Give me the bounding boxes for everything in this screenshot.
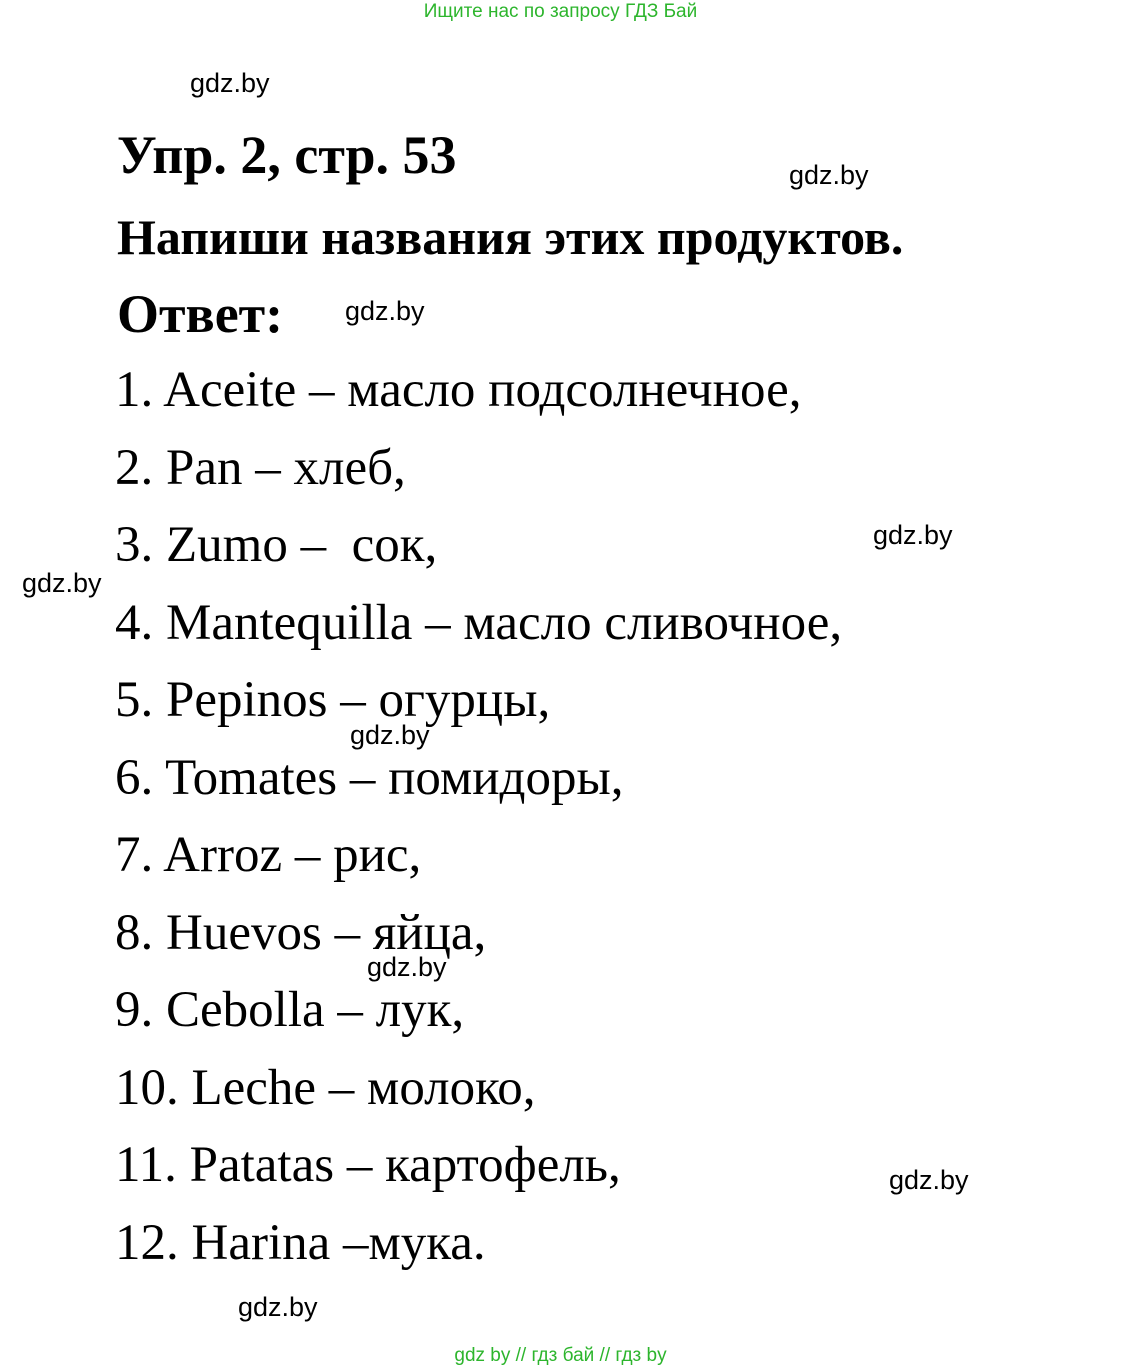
answer-list	[115, 358, 842, 1288]
list-item: 5. Pepinos – огурцы,	[115, 672, 551, 728]
list-item: 4. Mantequilla – масло сливочное,	[115, 594, 843, 651]
top-banner: Ищите нас по запросу ГДЗ Бай	[423, 1, 698, 22]
list-item: 6. Tomates – помидоры,	[115, 749, 624, 806]
list-item: 10. Leche – молоко,	[115, 1059, 536, 1116]
exercise-title: Упр. 2, стр. 53	[117, 125, 457, 185]
footer-links: gdz by // гдз бай // гдз by	[454, 1345, 667, 1366]
watermark: gdz.by	[190, 68, 270, 98]
list-item: 12. Harina –мука.	[115, 1214, 486, 1271]
list-item: 7. Arroz – рис,	[115, 827, 422, 883]
watermark: gdz.by	[367, 952, 447, 982]
watermark: gdz.by	[350, 720, 430, 750]
list-item: 8. Huevos – яйца,	[115, 904, 487, 961]
answer-label: Ответ:	[117, 284, 284, 344]
watermark: gdz.by	[873, 520, 953, 550]
list-item: 11. Patatas – картофель,	[115, 1137, 621, 1193]
watermark: gdz.by	[22, 568, 102, 598]
watermark: gdz.by	[789, 160, 869, 190]
watermark: gdz.by	[889, 1165, 969, 1195]
watermark: gdz.by	[345, 296, 425, 326]
watermark: gdz.by	[238, 1292, 318, 1322]
list-item: 1. Aceite – масло подсолнечное,	[115, 362, 802, 418]
list-item: 3. Zumo – сок,	[115, 517, 438, 573]
list-item: 9. Cebolla – лук,	[115, 982, 465, 1038]
task-title: Напиши названия этих продуктов.	[117, 209, 904, 265]
list-item: 2. Pan – хлеб,	[115, 439, 406, 496]
